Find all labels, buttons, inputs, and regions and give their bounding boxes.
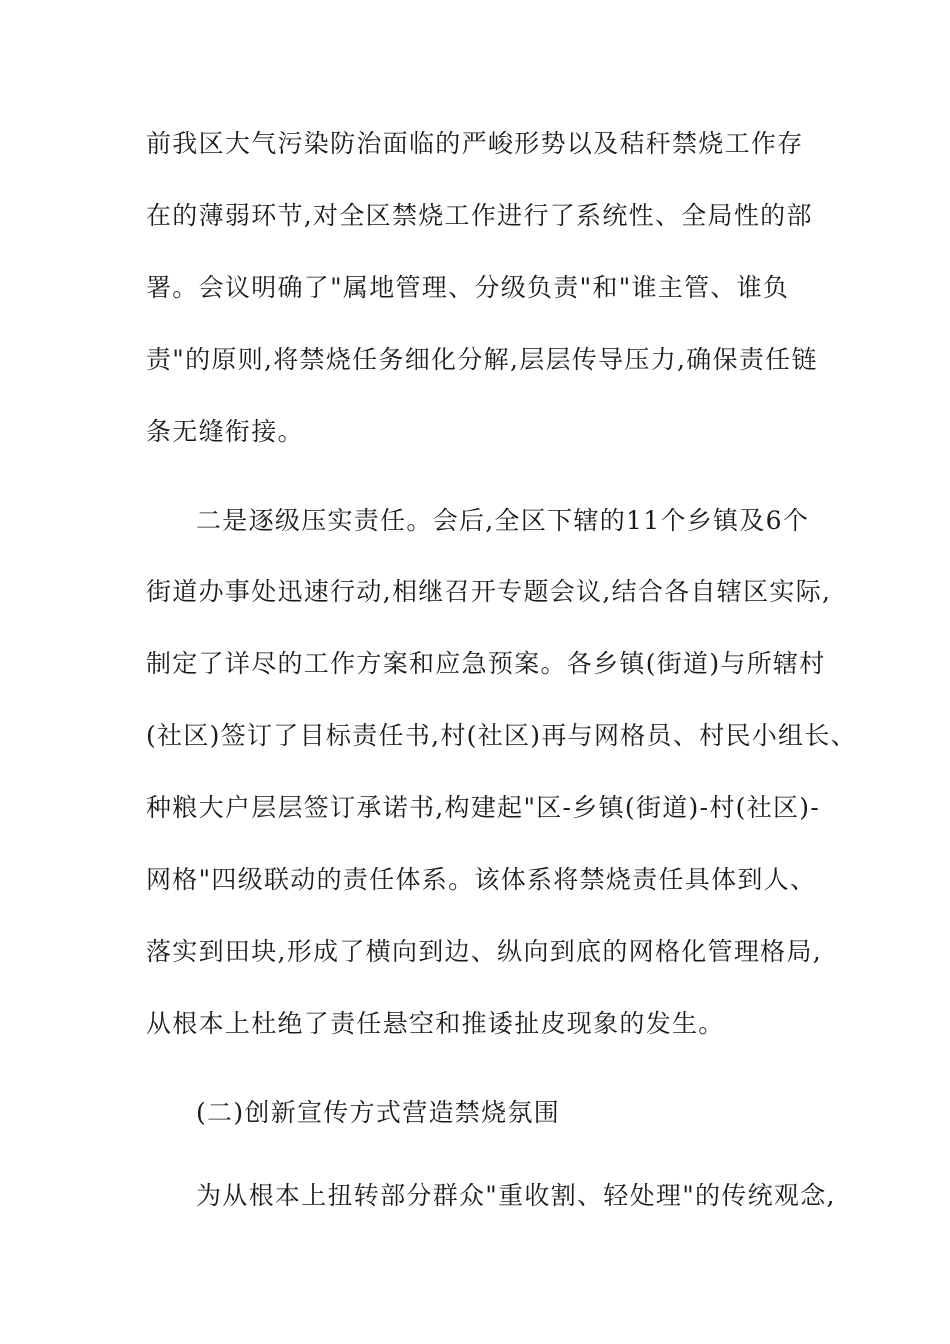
text-line: 在的薄弱环节,对全区禁烧工作进行了系统性、全局性的部 xyxy=(146,201,813,230)
text-line: 制定了详尽的工作方案和应急预案。各乡镇(街道)与所辖村 xyxy=(146,649,826,678)
text-line: 署。会议明确了"属地管理、分级负责"和"谁主管、谁负 xyxy=(146,273,790,302)
paragraph-first-line: 为从根本上扭转部分群众"重收割、轻处理"的传统观念, xyxy=(196,1181,836,1210)
text-line: 网格"四级联动的责任体系。该体系将禁烧责任具体到人、 xyxy=(146,865,817,894)
text-line: (社区)签订了目标责任书,村(社区)再与网格员、村民小组长、 xyxy=(146,721,857,750)
text-line: 街道办事处迅速行动,相继召开专题会议,结合各自辖区实际, xyxy=(146,577,832,606)
text-line: 前我区大气污染防治面临的严峻形势以及秸秆禁烧工作存 xyxy=(146,129,804,158)
text-line: 种粮大户层层签订承诺书,构建起"区-乡镇(街道)-村(社区)- xyxy=(146,793,821,822)
paragraph-first-line: 二是逐级压实责任。会后,全区下辖的11个乡镇及6个 xyxy=(196,506,810,535)
text-line: 责"的原则,将禁烧任务细化分解,层层传导压力,确保责任链 xyxy=(146,345,818,374)
text-line: 落实到田块,形成了横向到边、纵向到底的网格化管理格局, xyxy=(146,937,822,966)
text-line: 条无缝衔接。 xyxy=(146,417,304,446)
text-line: 从根本上杜绝了责任悬空和推诿扯皮现象的发生。 xyxy=(146,1009,725,1038)
section-heading: (二)创新宣传方式营造禁烧氛围 xyxy=(196,1098,561,1127)
